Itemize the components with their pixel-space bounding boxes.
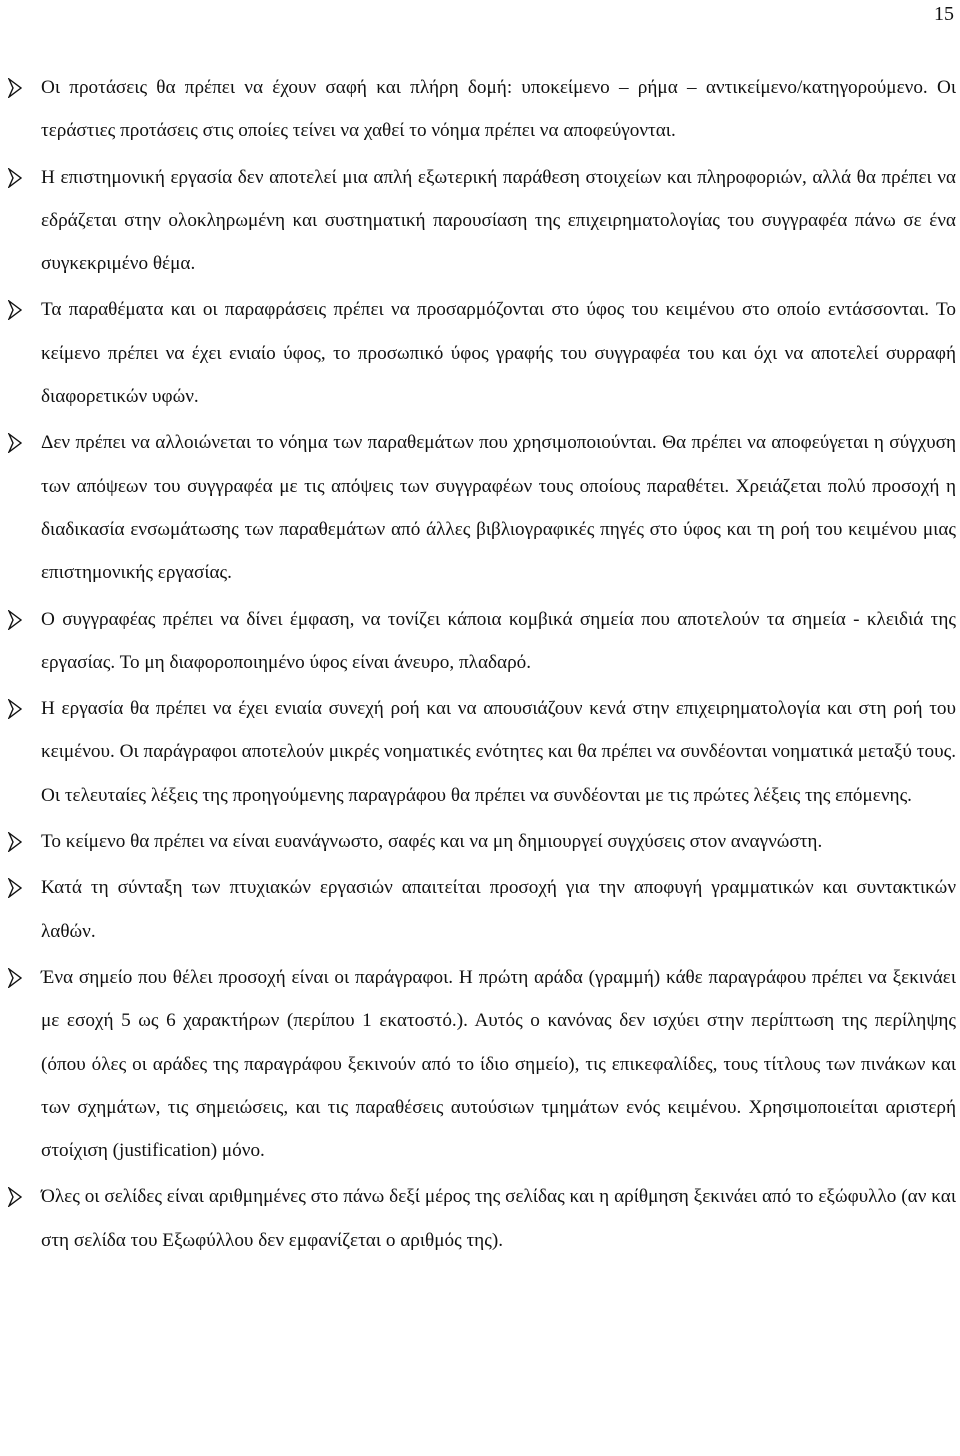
list-item — [0, 421, 956, 594]
bullet-list — [0, 66, 960, 1265]
list-item — [0, 956, 956, 1172]
list-item — [0, 1175, 956, 1262]
arrowhead-bullet-icon — [8, 699, 22, 719]
list-item — [0, 66, 956, 153]
list-item — [0, 820, 956, 863]
arrowhead-bullet-icon — [8, 433, 22, 453]
arrowhead-bullet-icon — [8, 168, 22, 188]
bullet-text: Το κείμενο θα πρέπει να είναι ευανάγνωστο, σαφές και να μη δημιουργεί συγχύσεις στον αναγνώστη. — [41, 831, 823, 853]
list-item — [0, 598, 956, 685]
bullet-text: Όλες οι σελίδες είναι αριθμημένες στο πάνω δεξί μέρος της σελίδας και η αρίθμηση ξεκινάει από το εξώφυλλο (αν και στη σελίδα του Εξωφύλλου δεν εμφανίζεται ο αριθμός της). — [41, 1186, 956, 1251]
bullet-text: Τα παραθέματα και οι παραφράσεις πρέπει να προσαρμόζονται στο ύφος του κειμένου στο οποίο εντάσσονται. Το κείμενο πρέπει να έχει ενιαίο ύφος, το προσωπικό ύφος γραφής του συγγραφέα του και όχι να αποτελεί συρραφή διαφορετικών υφών. — [41, 299, 956, 408]
bullet-text: Ένα σημείο που θέλει προσοχή είναι οι παράγραφοι. Η πρώτη αράδα (γραμμή) κάθε παραγράφου πρέπει να ξεκινάει με εσοχή 5 ως 6 χαρακτήρων (περίπου 1 εκατοστό.). Αυτός ο κανόνας δεν ισχύει στην περίπτωση της περίληψης (όπου όλες οι αράδες της παραγράφου ξεκινούν από το ίδιο σημείο), τις επικεφαλίδες, τους τίτλους των πινάκων και των σχημάτων, τις σημειώσεις, και τις παραθέσεις αυτούσιων τμημάτων ενός κειμένου. Χρησιμοποιείται αριστερή στοίχιση (justification) μόνο. — [41, 966, 956, 1162]
arrowhead-bullet-icon — [8, 832, 22, 852]
bullet-text: Η επιστημονική εργασία δεν αποτελεί μια απλή εξωτερική παράθεση στοιχείων και πληροφοριών, αλλά θα πρέπει να εδράζεται στην ολοκληρωμένη και συστηματική παρουσίαση της επιχειρηματολογίας του συγγραφέα πάνω σε ένα συγκεκριμένο θέμα. — [41, 166, 956, 275]
arrowhead-bullet-icon — [8, 300, 22, 320]
list-item — [0, 866, 956, 953]
arrowhead-bullet-icon — [8, 968, 22, 988]
arrowhead-bullet-icon — [8, 610, 22, 630]
bullet-text: Η εργασία θα πρέπει να έχει ενιαία συνεχή ροή και να απουσιάζουν κενά στην επιχειρηματολογία και στη ροή του κειμένου. Οι παράγραφοι αποτελούν μικρές νοηματικές ενότητες και θα πρέπει να συνδέονται νοηματικά μεταξύ τους. Οι τελευταίες λέξεις της προηγούμενης παραγράφου θα πρέπει να συνδέονται με τις πρώτες λέξεις της επόμενης. — [41, 698, 956, 806]
page-number: 15 — [934, 3, 954, 25]
bullet-text: Ο συγγραφέας πρέπει να δίνει έμφαση, να τονίζει κάποια κομβικά σημεία που αποτελούν τα σημεία - κλειδιά της εργασίας. Το μη διαφοροποιημένο ύφος είναι άνευρο, πλαδαρό. — [41, 608, 956, 673]
bullet-text: Δεν πρέπει να αλλοιώνεται το νόημα των παραθεμάτων που χρησιμοποιούνται. Θα πρέπει να αποφεύγεται η σύγχυση των απόψεων του συγγραφέα με τις απόψεις των συγγραφέων τους οποίους παραθέτει. Χρειάζεται πολύ προσοχή η διαδικασία ενσωμάτωσης των παραθεμάτων από άλλες βιβλιογραφικές πηγές στο ύφος και τη ροή του κειμένου μιας επιστημονικής εργασίας. — [41, 432, 956, 584]
arrowhead-bullet-icon — [8, 78, 22, 98]
bullet-text: Οι προτάσεις θα πρέπει να έχουν σαφή και πλήρη δομή: υποκείμενο – ρήμα – αντικείμενο/κατηγορούμενο. Οι τεράστιες προτάσεις στις οποίες τείνει να χαθεί το νόημα πρέπει να αποφεύγονται. — [41, 77, 956, 142]
bullet-text: Κατά τη σύνταξη των πτυχιακών εργασιών απαιτείται προσοχή για την αποφυγή γραμματικών και συντακτικών λαθών. — [41, 877, 956, 942]
list-item — [0, 687, 956, 817]
list-item — [0, 288, 956, 418]
arrowhead-bullet-icon — [8, 1187, 22, 1207]
arrowhead-bullet-icon — [8, 878, 22, 898]
list-item — [0, 156, 956, 286]
